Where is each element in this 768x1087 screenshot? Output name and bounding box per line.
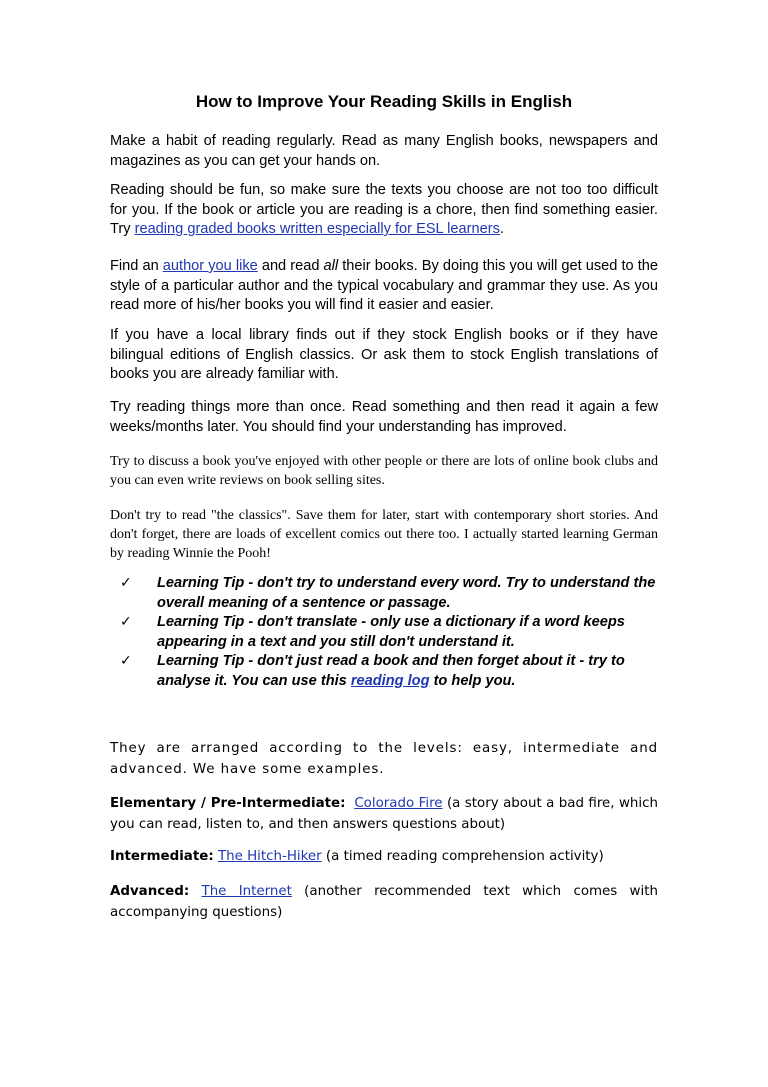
graded-books-link[interactable]: reading graded books written especially for ESL learners bbox=[134, 221, 500, 237]
paragraph-read-twice: Try reading things more than once. Read something and then read it again a few weeks/months later. You should find your understanding has improved. bbox=[110, 399, 658, 435]
reading-log-link[interactable]: reading log bbox=[350, 672, 430, 689]
paragraph-text: Reading should be fun, so make sure the texts you choose are not too too difficult for you. If the book or article you are reading is a chore, then find something easier. Try bbox=[110, 182, 658, 237]
paragraph-library: If you have a local library finds out if they stock English books or if they have bilingual editions of English classics. Or ask them to stock English translations of books you are already familiar with. bbox=[110, 327, 658, 382]
paragraph-author bbox=[110, 257, 658, 316]
page-title: How to Improve Your Reading Skills in English bbox=[195, 92, 573, 111]
level-elementary bbox=[110, 793, 658, 835]
author-you-like-link[interactable]: author you like bbox=[162, 258, 258, 274]
learning-tip-item bbox=[118, 652, 663, 691]
paragraph-levels: They are arranged according to the levels: easy, intermediate and advanced. We have some examples. bbox=[110, 741, 658, 777]
level-label: Advanced: bbox=[110, 884, 190, 899]
hitch-hiker-link[interactable]: The Hitch-Hiker bbox=[217, 849, 322, 864]
paragraph-classics: Don't try to read "the classics". Save them for later, start with contemporary short stories. And don't forget, there are loads of excellent comics out there too. I actually started learning German by reading Winnie the Pooh! bbox=[110, 508, 658, 561]
check-icon: ✓ bbox=[120, 653, 132, 669]
paragraph-text: Find an bbox=[110, 258, 163, 274]
learning-tip-text: to help you. bbox=[429, 672, 516, 689]
check-icon: ✓ bbox=[120, 614, 132, 630]
learning-tip-text: Learning Tip - don't translate - only use a dictionary if a word keeps appearing in a text and you still don't understand it. bbox=[157, 614, 625, 650]
level-description: (a timed reading comprehension activity) bbox=[321, 849, 604, 864]
paragraph-text: . bbox=[499, 221, 504, 237]
level-label: Elementary / Pre-Intermediate: bbox=[110, 796, 346, 811]
paragraph-reading-fun bbox=[110, 181, 658, 240]
learning-tip-item bbox=[118, 574, 663, 613]
level-description: (another recommended text which comes with accompanying questions) bbox=[110, 884, 658, 920]
colorado-fire-link[interactable]: Colorado Fire bbox=[354, 796, 443, 811]
learning-tip-item bbox=[118, 613, 663, 652]
check-icon: ✓ bbox=[120, 575, 132, 591]
level-advanced bbox=[110, 881, 658, 923]
paragraph-text: their books. By doing this you will get used to the style of a particular author and the typical vocabulary and grammar they use. As you read more of his/her books you will find it easier and easier. bbox=[110, 258, 659, 313]
level-intermediate bbox=[110, 846, 658, 867]
the-internet-link[interactable]: The Internet bbox=[201, 884, 292, 899]
learning-tips-list bbox=[118, 574, 663, 691]
emphasis-text: all bbox=[323, 258, 339, 274]
paragraph-discuss-book: Try to discuss a book you've enjoyed with other people or there are lots of online book clubs and you can even write reviews on book selling sites. bbox=[110, 454, 658, 488]
level-description: (a story about a bad fire, which you can read, listen to, and then answers questions about) bbox=[110, 796, 658, 832]
paragraph-read-regularly: Make a habit of reading regularly. Read as many English books, newspapers and magazines as you can get your hands on. bbox=[110, 133, 658, 169]
paragraph-text: and read bbox=[257, 258, 324, 274]
level-label: Intermediate: bbox=[110, 849, 214, 864]
learning-tip-text: Learning Tip - don't just read a book and then forget about it - try to analyse it. You can use this bbox=[157, 653, 625, 689]
learning-tip-text: Learning Tip - don't try to understand every word. Try to understand the overall meaning of a sentence or passage. bbox=[157, 575, 656, 611]
